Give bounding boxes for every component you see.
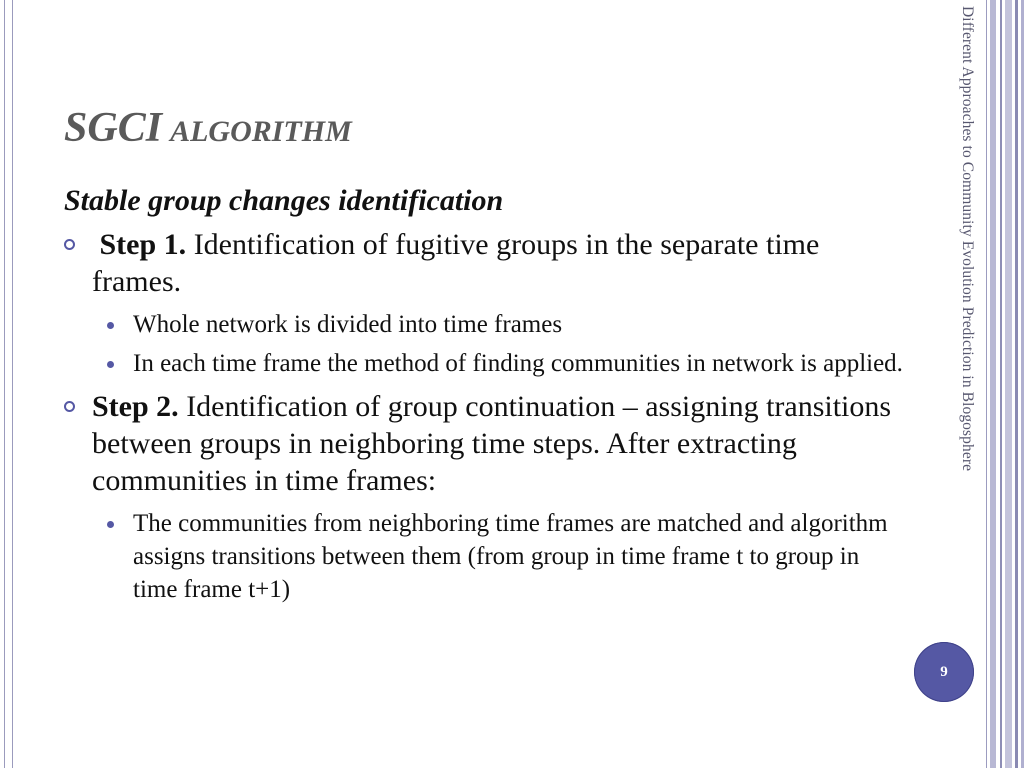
subheading: Stable group changes identification xyxy=(64,184,504,217)
page-number: 9 xyxy=(940,663,948,680)
step2-text: Identification of group continuation – assigning transitions between groups in neighboring time steps. After extracting communities in time frames: xyxy=(92,390,892,497)
step1-subitem xyxy=(64,347,904,380)
slide-title xyxy=(64,104,352,152)
left-border-rule xyxy=(4,0,13,768)
step2-label: Step 2. xyxy=(92,390,179,423)
step1-label: Step 1. xyxy=(99,228,187,261)
step1-subitem xyxy=(64,308,904,341)
stripe xyxy=(1005,0,1012,768)
step2-subitem xyxy=(64,507,904,606)
ring-bullet-icon xyxy=(64,401,75,412)
step1-item xyxy=(64,226,904,300)
step1-text: Identification of fugitive groups in the separate time frames. xyxy=(92,228,820,298)
stripe xyxy=(990,0,996,768)
ring-bullet-icon xyxy=(64,239,75,250)
stripe xyxy=(986,0,987,768)
dot-bullet-icon xyxy=(107,322,114,329)
stripe xyxy=(1015,0,1018,768)
slide-body xyxy=(64,180,904,606)
page-number-badge xyxy=(914,642,974,702)
stripe xyxy=(1000,0,1002,768)
step2-item xyxy=(64,388,904,499)
title-rest: ALGORITHM xyxy=(170,115,352,148)
dot-bullet-icon xyxy=(107,361,114,368)
dot-bullet-icon xyxy=(107,521,114,528)
title-main: SGCI xyxy=(64,105,163,151)
step2-subitem-text: The communities from neighboring time frames are matched and algorithm assigns transitions between them (from group in time frame t to group in time frame t+1) xyxy=(133,510,888,603)
right-decorative-stripes xyxy=(980,0,1024,768)
presentation-side-title: Different Approaches to Community Evolution Prediction in Blogosphere xyxy=(959,6,976,472)
step1-subitem-text: In each time frame the method of finding communities in network is applied. xyxy=(133,350,903,377)
step1-subitem-text: Whole network is divided into time frames xyxy=(133,311,563,338)
